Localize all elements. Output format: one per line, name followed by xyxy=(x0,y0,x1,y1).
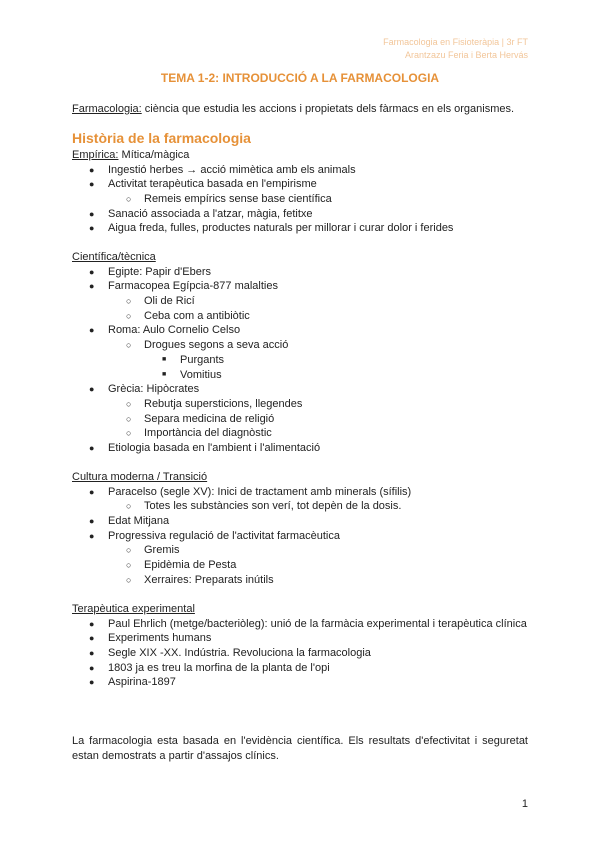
page-title: TEMA 1-2: INTRODUCCIÓ A LA FARMACOLOGIA xyxy=(160,71,440,85)
list-item: ● Sanació associada a l'atzar, màgia, fetitxe xyxy=(89,207,313,220)
header-course: Farmacologia en Fisioteràpia | 3r FT xyxy=(383,37,528,47)
bullet-icon: ● xyxy=(89,164,95,175)
list-item: ○ Drogues segons a seva acció xyxy=(126,339,289,352)
circle-bullet-icon: ○ xyxy=(126,340,132,351)
header-authors: Arantzazu Feria i Berta Hervás xyxy=(404,50,528,60)
bullet-icon: ● xyxy=(89,208,95,219)
list-item: ● Farmacopea Egípcia-877 malalties xyxy=(89,280,278,293)
list-item: ● Activitat terapèutica basada en l'empirisme xyxy=(89,178,317,191)
bullet-icon: ● xyxy=(89,648,95,659)
list-item: ● Edat Mitjana xyxy=(89,515,170,528)
list-item: ● 1803 ja es treu la morfina de la planta de l'opi xyxy=(89,661,330,674)
bullet-icon: ● xyxy=(89,677,95,688)
list-item: ○ Importància del diagnòstic xyxy=(126,427,272,440)
bullet-icon: ● xyxy=(89,618,95,629)
empirica-label: Empírica: xyxy=(72,149,119,161)
circle-bullet-icon: ○ xyxy=(126,296,132,307)
circle-bullet-icon: ○ xyxy=(126,398,132,409)
list-item: ○ Xerraires: Preparats inútils xyxy=(126,573,274,586)
circle-bullet-icon: ○ xyxy=(126,413,132,424)
list-item: ● Experiments humans xyxy=(89,632,212,645)
list-item: ■ Vomitius xyxy=(162,368,222,381)
bullet-icon: ● xyxy=(89,179,95,190)
conclusion-paragraph: La farmacologia esta basada en l'evidència científica. Els resultats d'efectivitat i seguretat estan demostrats a partir d'assajos clínics. xyxy=(72,735,528,762)
bullet-icon: ● xyxy=(89,325,95,336)
intro-term: Farmacologia: xyxy=(72,103,142,115)
list-item: ■ Purgants xyxy=(162,353,225,366)
list-item: ○ Gremis xyxy=(126,544,180,557)
page-number: 1 xyxy=(521,798,528,810)
section-empirica xyxy=(72,148,528,236)
list-item: ○ Totes les substàncies son verí, tot depèn de la dosis. xyxy=(126,500,402,513)
page-header xyxy=(383,36,528,62)
cientifica-label: Científica/tècnica xyxy=(72,251,156,263)
list-item: ● Ingestió herbes → acció mimètica amb els animals xyxy=(89,163,356,176)
section-cultura xyxy=(72,470,528,588)
terapeutica-label: Terapèutica experimental xyxy=(72,603,195,615)
bullet-icon: ● xyxy=(89,633,95,644)
intro-text: ciència que estudia les accions i propietats dels fàrmacs en els organismes. xyxy=(141,103,515,115)
bullet-icon: ● xyxy=(89,281,95,292)
empirica-label-suffix: Mítica/màgica xyxy=(118,149,190,161)
list-item: ○ Oli de Ricí xyxy=(126,295,195,308)
cultura-label: Cultura moderna / Transició xyxy=(72,471,208,483)
circle-bullet-icon: ○ xyxy=(126,310,132,321)
circle-bullet-icon: ○ xyxy=(126,194,132,205)
bullet-icon: ● xyxy=(89,223,95,234)
circle-bullet-icon: ○ xyxy=(126,545,132,556)
list-item: ● Progressiva regulació de l'activitat farmacèutica xyxy=(89,529,340,542)
circle-bullet-icon: ○ xyxy=(126,574,132,585)
intro-definition xyxy=(72,102,532,116)
list-item: ○ Remeis empírics sense base científica xyxy=(126,193,332,206)
list-item: ○ Epidèmia de Pesta xyxy=(126,559,237,572)
list-item: ● Paracelso (segle XV): Inici de tractament amb minerals (sífilis) xyxy=(89,485,412,498)
bullet-icon: ● xyxy=(89,662,95,673)
section-terapeutica xyxy=(72,602,528,690)
list-item: ● Etiologia basada en l'ambient i l'alimentació xyxy=(89,441,321,454)
circle-bullet-icon: ○ xyxy=(126,501,132,512)
list-item: ● Segle XIX -XX. Indústria. Revoluciona la farmacologia xyxy=(89,647,371,660)
list-item: ● Grècia: Hipòcrates xyxy=(89,383,200,396)
bullet-icon: ● xyxy=(89,442,95,453)
bullet-icon: ● xyxy=(89,530,95,541)
bullet-icon: ● xyxy=(89,516,95,527)
bullet-icon: ● xyxy=(89,486,95,497)
list-item: ● Egipte: Papir d'Ebers xyxy=(89,265,211,278)
list-item: ● Aspirina-1897 xyxy=(89,676,176,689)
bullet-icon: ● xyxy=(89,266,95,277)
list-item: ○ Ceba com a antibiòtic xyxy=(126,309,250,322)
square-bullet-icon: ■ xyxy=(162,370,167,378)
history-heading: Història de la farmacologia xyxy=(72,130,251,146)
list-item: ○ Rebutja supersticions, llegendes xyxy=(126,397,303,410)
list-item: ○ Separa medicina de religió xyxy=(126,412,275,425)
square-bullet-icon: ■ xyxy=(162,355,167,363)
section-cientifica xyxy=(72,250,528,456)
list-item: ● Paul Ehrlich (metge/bacteriòleg): unió de la farmàcia experimental i terapèutica clínica xyxy=(89,617,527,630)
circle-bullet-icon: ○ xyxy=(126,560,132,571)
bullet-icon: ● xyxy=(89,384,95,395)
circle-bullet-icon: ○ xyxy=(126,428,132,439)
list-item: ● Roma: Aulo Cornelio Celso xyxy=(89,324,241,337)
list-item: ● Aigua freda, fulles, productes naturals per millorar i curar dolor i ferides xyxy=(89,222,454,235)
